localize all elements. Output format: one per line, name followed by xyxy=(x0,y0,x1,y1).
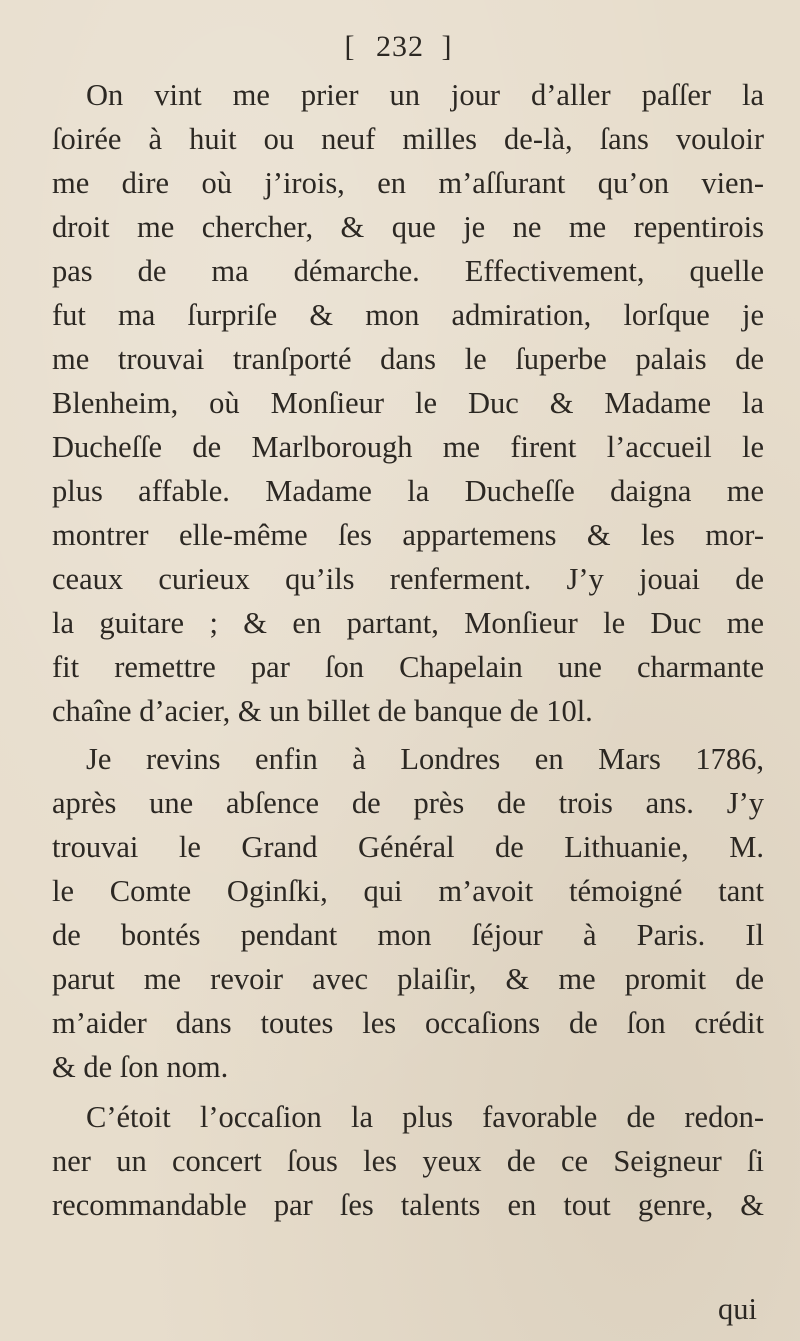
text-line: la guitare ; & en partant, Monſieur le Duc me xyxy=(52,606,764,640)
text-line: fit remettre par ſon Chapelain une charmante xyxy=(52,650,764,684)
text-line: On vint me prier un jour d’aller paſſer la xyxy=(86,78,764,112)
text-line: trouvai le Grand Général de Lithuanie, M. xyxy=(52,830,764,864)
header-bracket-close: ] xyxy=(441,30,456,63)
text-line: recommandable par ſes talents en tout genre, & xyxy=(52,1188,764,1222)
text-line: m’aider dans toutes les occaſions de ſon crédit xyxy=(52,1006,764,1040)
text-line: me dire où j’irois, en m’aſſurant qu’on vien- xyxy=(52,166,764,200)
text-line: pas de ma démarche. Effectivement, quelle xyxy=(52,254,764,288)
text-line: ſoirée à huit ou neuf milles de-là, ſans vouloir xyxy=(52,122,764,156)
paragraph-2 xyxy=(52,737,764,1089)
text-line: parut me revoir avec plaiſir, & me promit de xyxy=(52,962,764,996)
text-line: ceaux curieux qu’ils renferment. J’y jouai de xyxy=(52,562,764,596)
header-bracket-open: [ xyxy=(344,30,359,63)
catchword: qui xyxy=(718,1292,757,1326)
text-line: après une abſence de près de trois ans. J’y xyxy=(52,786,764,820)
text-line: plus affable. Madame la Ducheſſe daigna me xyxy=(52,474,764,508)
text-line: Ducheſſe de Marlborough me firent l’accueil le xyxy=(52,430,764,464)
text-line: Je revins enfin à Londres en Mars 1786, xyxy=(86,742,764,776)
text-line: montrer elle-même ſes appartemens & les mor- xyxy=(52,518,764,552)
text-line: me trouvai tranſporté dans le ſuperbe palais de xyxy=(52,342,764,376)
text-line: & de ſon nom. xyxy=(52,1050,229,1084)
text-line: de bontés pendant mon ſéjour à Paris. Il xyxy=(52,918,764,952)
page-header xyxy=(0,30,800,64)
page-number: 232 xyxy=(376,30,424,63)
text-line: le Comte Oginſki, qui m’avoit témoigné tant xyxy=(52,874,764,908)
paragraph-1 xyxy=(52,73,764,733)
text-line: droit me chercher, & que je ne me repentirois xyxy=(52,210,764,244)
text-line: ner un concert ſous les yeux de ce Seigneur ſi xyxy=(52,1144,764,1178)
text-line: fut ma ſurpriſe & mon admiration, lorſque je xyxy=(52,298,764,332)
text-line: Blenheim, où Monſieur le Duc & Madame la xyxy=(52,386,764,420)
text-line: C’étoit l’occaſion la plus favorable de redon- xyxy=(86,1100,764,1134)
paragraph-3 xyxy=(52,1095,764,1227)
text-line: chaîne d’acier, & un billet de banque de 10l. xyxy=(52,694,593,728)
